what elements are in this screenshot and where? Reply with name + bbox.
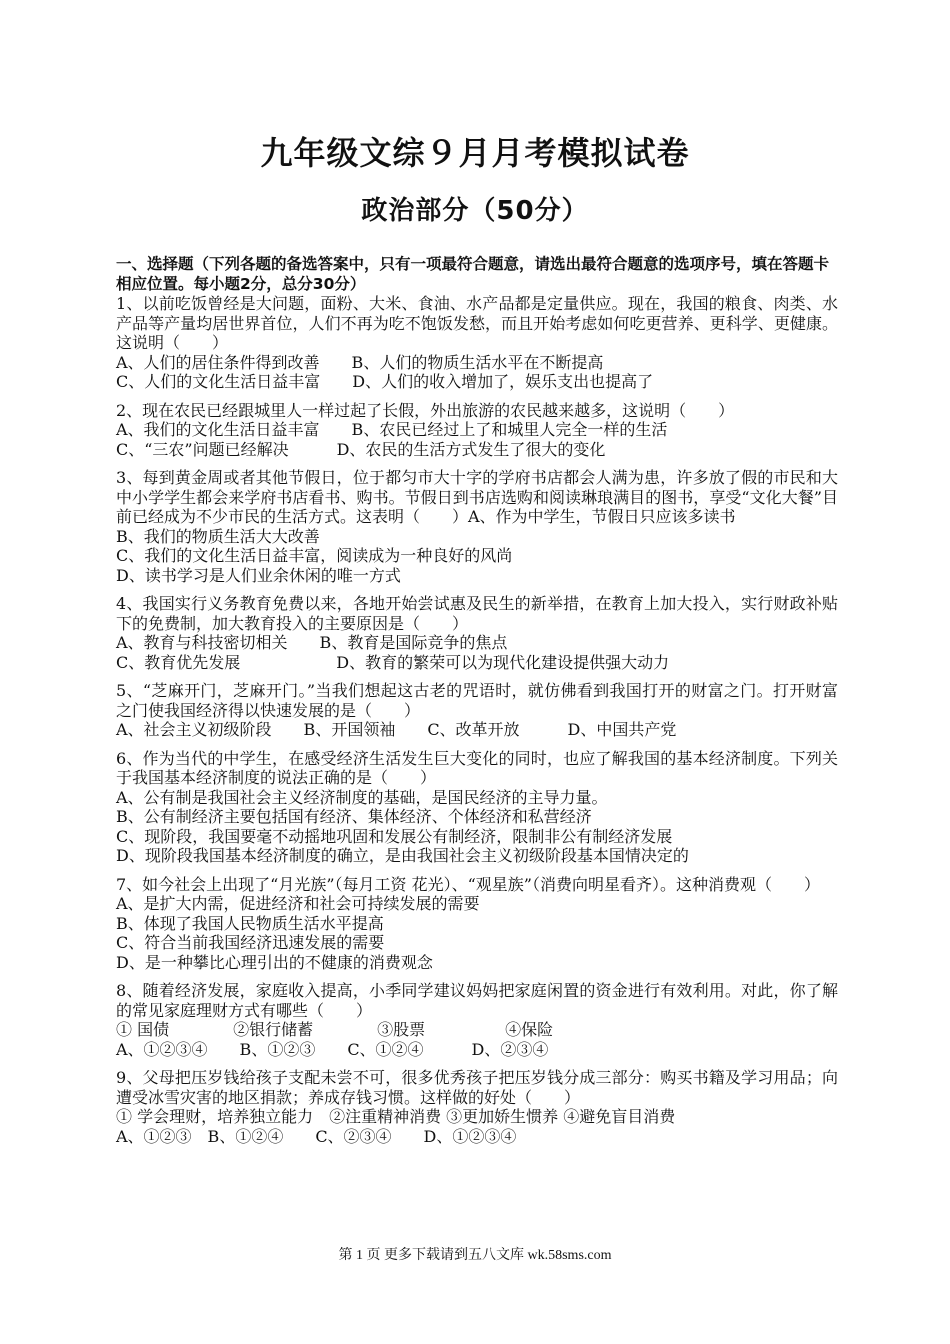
section-title: 政治部分（50分） (361, 196, 589, 226)
question-stem: 6、作为当代的中学生，在感受经济生活发生巨大变化的同时，也应了解我国的基本经济制度。下列关于我国基本经济制度的说法正确的是（ ） (116, 748, 838, 787)
option-line: D、是一种攀比心理引出的不健康的消费观念 (116, 952, 433, 972)
question-block (116, 875, 838, 973)
option-line: B、体现了我国人民物质生活水平提高 (116, 913, 384, 933)
question-list (116, 255, 838, 1146)
question-stem: 9、父母把压岁钱给孩子支配未尝不可，很多优秀孩子把压岁钱分成三部分：购买书籍及学习用品；向遭受冰雪灾害的地区捐款；养成存钱习惯。这样做的好处（ ） (116, 1068, 838, 1107)
page-title: 九年级文综９月月考模拟试卷 (260, 134, 690, 172)
option-line: A、人们的居住条件得到改善 B、人们的物质生活水平在不断提高 (116, 352, 604, 372)
question-block (116, 1068, 838, 1146)
question-block (116, 681, 838, 740)
option-line: C、符合当前我国经济迅速发展的需要 (116, 933, 385, 952)
page-footer: 第 1 页 更多下载请到五八文库 wk.58sms.com (338, 1248, 612, 1263)
option-line: C、我们的文化生活日益丰富，阅读成为一种良好的风尚 (116, 546, 513, 565)
option-line: A、教育与科技密切相关 B、教育是国际竞争的焦点 (116, 633, 508, 652)
question-stem: 3、每到黄金周或者其他节假日，位于都匀市大十字的学府书店都会人满为患，许多放了假的市民和大中小学学生都会来学府书店看书、购书。节假日到书店选购和阅读琳琅满目的图书，享受“文化大餐”目前已经成为不少市民的生活方式。这表明（ ）A、作为中学生，节假日只应该多读书 (116, 468, 838, 526)
question-block (116, 981, 838, 1059)
option-line: ① 学会理财，培养独立能力 ②注重精神消费 ③更加娇生惯养 ④避免盲目消费 (116, 1107, 676, 1126)
question-block (116, 594, 838, 672)
instructions: 一、选择题（下列各题的备选答案中，只有一项最符合题意，请选出最符合题意的选项序号，填在答题卡相应位置。每小题2分，总分30分） (116, 255, 830, 293)
option-line: B、我们的物质生活大大改善 (116, 526, 320, 546)
option-line: A、我们的文化生活日益丰富 B、农民已经过上了和城里人完全一样的生活 (116, 420, 668, 439)
question-stem: 7、如今社会上出现了“月光族”（每月工资 花光）、“观星族”（消费向明星看齐）。这种消费观（ ） (116, 874, 820, 894)
question-block (116, 749, 838, 866)
option-line: D、现阶段我国基本经济制度的确立，是由我国社会主义初级阶段基本国情决定的 (116, 846, 689, 865)
question-stem: 5、“芝麻开门，芝麻开门。”当我们想起这古老的咒语时，就仿佛看到我国打开的财富之门。打开财富之门使我国经济得以快速发展的是（ ） (116, 681, 838, 720)
option-line: C、现阶段，我国要毫不动摇地巩固和发展公有制经济，限制非公有制经济发展 (116, 826, 673, 846)
option-line: A、社会主义初级阶段 B、开国领袖 C、改革开放 D、中国共产党 (116, 720, 677, 739)
option-line: ① 国债 ②银行储蓄 ③股票 ④保险 (116, 1020, 554, 1039)
option-line: A、是扩大内需，促进经济和社会可持续发展的需要 (116, 894, 480, 913)
option-line: C、“三农”问题已经解决 D、农民的生活方式发生了很大的变化 (116, 439, 606, 459)
question-block (116, 294, 838, 392)
option-line: B、公有制经济主要包括国有经济、集体经济、个体经济和私营经济 (116, 807, 592, 826)
option-line: A、公有制是我国社会主义经济制度的基础，是国民经济的主导力量。 (116, 787, 608, 807)
option-line: A、①②③④ B、①②③ C、①②④ D、②③④ (116, 1039, 549, 1059)
question-block (116, 468, 838, 585)
question-block (116, 401, 838, 460)
question-stem: 2、现在农民已经跟城里人一样过起了长假，外出旅游的农民越来越多，这说明（ ） (116, 400, 735, 420)
option-line: C、教育优先发展 D、教育的繁荣可以为现代化建设提供强大动力 (116, 652, 670, 672)
option-line: D、读书学习是人们业余休闲的唯一方式 (116, 565, 401, 585)
option-line: C、人们的文化生活日益丰富 D、人们的收入增加了，娱乐支出也提高了 (116, 372, 654, 391)
question-stem: 1、以前吃饭曾经是大问题，面粉、大米、食油、水产品都是定量供应。现在，我国的粮食、肉类、水产品等产量均居世界首位，人们不再为吃不饱饭发愁，而且开始考虑如何吃更营养、更科学、更健康。这说明（ ） (116, 294, 838, 352)
question-stem: 4、我国实行义务教育免费以来，各地开始尝试惠及民生的新举措，在教育上加大投入，实行财政补贴下的免费制，加大教育投入的主要原因是（ ） (116, 594, 838, 633)
question-stem: 8、随着经济发展，家庭收入提高，小季同学建议妈妈把家庭闲置的资金进行有效利用。对此，你了解的常见家庭理财方式有哪些（ ） (116, 981, 838, 1020)
option-line: A、①②③ B、①②④ C、②③④ D、①②③④ (116, 1126, 517, 1146)
